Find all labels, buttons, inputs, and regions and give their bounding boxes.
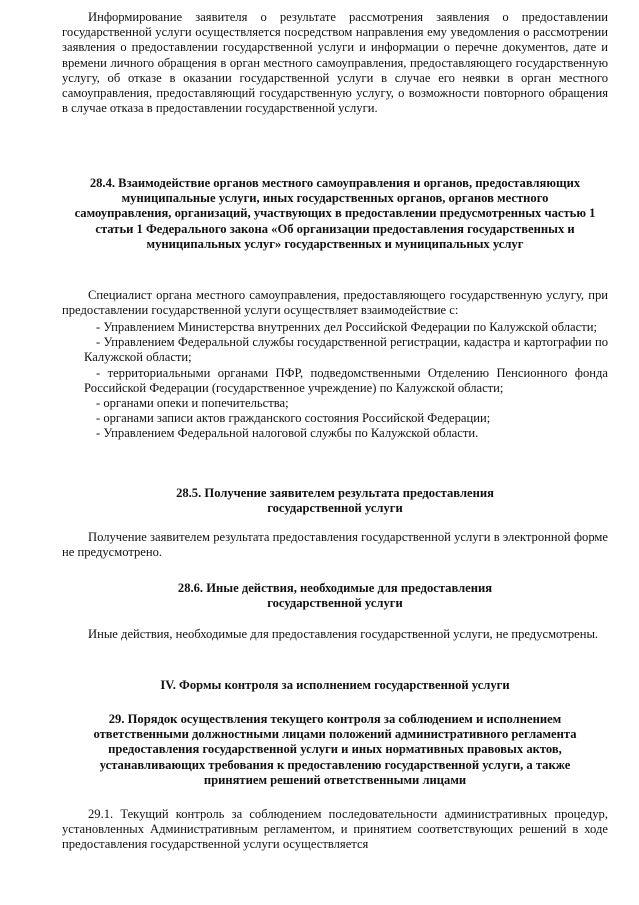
section-28-5-heading-line2: государственной услуги [267,501,403,516]
list-item: - территориальными органами ПФР, подведомственными Отделению Пенсионного фонда Российской Федерации (государственное учреждение) по Калужской области; [84,365,608,395]
list-item: - органами опеки и попечительства; [96,396,289,411]
section-29-heading: 29. Порядок осуществления текущего контроля за соблюдением и исполнением ответственными должностными лицами положений административного регламента предоставления государственной услуги и иных нормативных правовых актов, устанавливающих требования к предоставлению государственной услуги, а также принятием решений ответственными лицами [93,712,577,787]
interaction-list [62,320,608,442]
list-item: - Управлением Федеральной налоговой службы по Калужской области. [96,426,479,441]
list-item: - Управлением Федеральной службы государственной регистрации, кадастра и картографии по Калужской области; [84,335,608,365]
section-28-6-heading-line1: 28.6. Иные действия, необходимые для предоставления [177,581,493,595]
section-28-6-heading [72,581,598,611]
section-28-6-text: Иные действия, необходимые для предоставления государственной услуги, не предусмотрены. [88,627,599,641]
section-28-4-lead: Специалист органа местного самоуправления, предоставляющего государственную услугу, при предоставлении государственной услуги осуществляет взаимодействие с: [62,288,608,318]
intro-paragraph: Информирование заявителя о результате рассмотрения заявления о предоставлении государственной услуги осуществляется посредством направления ему уведомления о рассмотрении заявления о предоставлении государственной услуги и информации о перечне документов, дате и времени личного обращения в орган местного самоуправления, предоставляющего государственную услугу, об отказе в оказании государственной услуги в случае его неявки в орган местного самоуправления, предоставляющий государственную услугу, о возможности повторного обращения в случае отказа в предоставлении государственной услуги. [62,10,608,116]
section-28-5-text: Получение заявителем результата предоставления государственной услуги в электронной форме не предусмотрено. [62,530,608,560]
section-28-5-heading-line1: 28.5. Получение заявителем результата предоставления [176,486,494,500]
list-item: - Управлением Министерства внутренних дел Российской Федерации по Калужской области; [96,320,597,334]
section-29-1-paragraph: 29.1. Текущий контроль за соблюдением последовательности административных процедур, установленных Административным регламентом, и принятием соответствующих решений в ходе предоставления государственной услуги осуществляется [62,807,608,852]
list-item: - органами записи актов гражданского состояния Российской Федерации; [96,411,491,426]
section-28-6-heading-line2: государственной услуги [267,596,403,611]
section-28-5-heading [72,486,598,516]
section-28-4-heading: 28.4. Взаимодействие органов местного самоуправления и органов, предоставляющих муниципальные услуги, иных государственных органов, органов местного самоуправления, организаций, участвующих в предоставлении предусмотренных частью 1 статьи 1 Федерального закона «Об организации предоставления государственных и муниципальных услуг» государственных и муниципальных услуг [74,176,596,251]
section-4-heading: IV. Формы контроля за исполнением государственной услуги [160,678,510,692]
